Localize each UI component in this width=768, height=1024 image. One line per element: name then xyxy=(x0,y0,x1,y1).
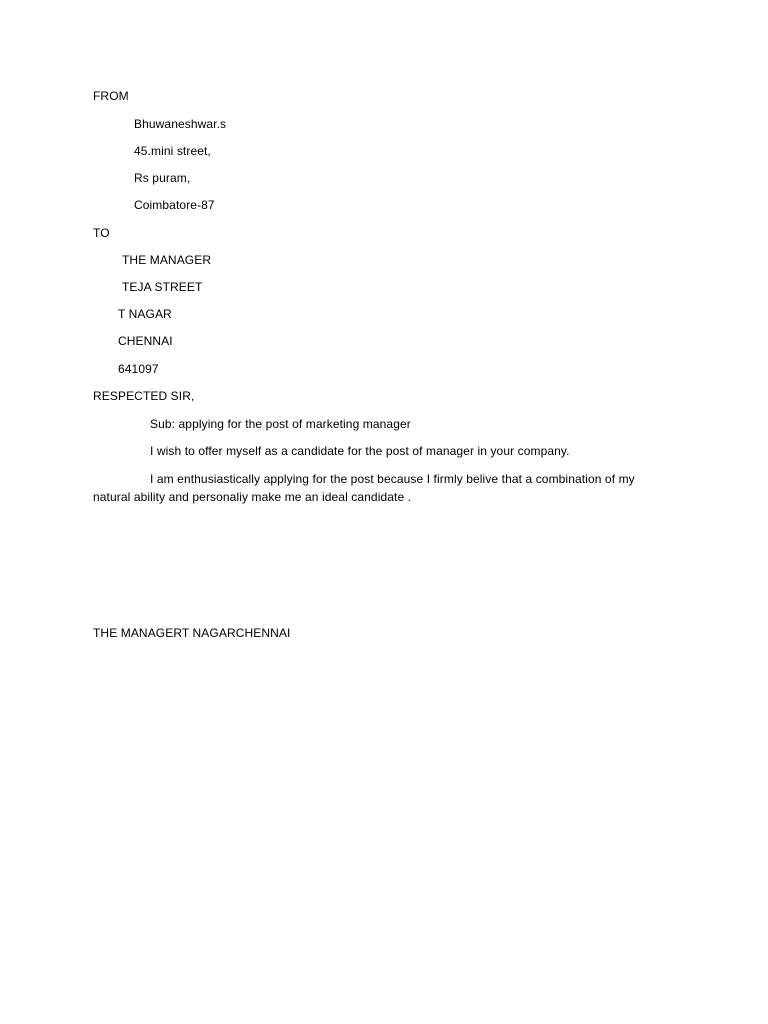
body-paragraph-1: I wish to offer myself as a candidate for the post of manager in your company. xyxy=(150,444,570,458)
sender-street: 45.mini street, xyxy=(134,144,211,158)
sender-name: Bhuwaneshwar.s xyxy=(134,117,227,131)
recipient-area: T NAGAR xyxy=(118,307,172,321)
recipient-title: THE MANAGER xyxy=(122,253,212,267)
footer-line: THE MANAGERT NAGARCHENNAI xyxy=(93,626,291,640)
salutation: RESPECTED SIR, xyxy=(93,389,195,403)
sender-area: Rs puram, xyxy=(134,171,191,185)
recipient-city: CHENNAI xyxy=(118,334,173,348)
to-label: TO xyxy=(93,226,110,240)
from-label: FROM xyxy=(93,89,129,103)
subject-line: Sub: applying for the post of marketing manager xyxy=(150,417,411,431)
body-paragraph-2: I am enthusiastically applying for the post because I firmly belive that a combination of my natural ability and personaliy make me an ideal candidate . xyxy=(93,472,635,504)
recipient-street: TEJA STREET xyxy=(122,280,203,294)
recipient-pincode: 641097 xyxy=(118,362,159,376)
sender-city: Coimbatore-87 xyxy=(134,198,215,212)
